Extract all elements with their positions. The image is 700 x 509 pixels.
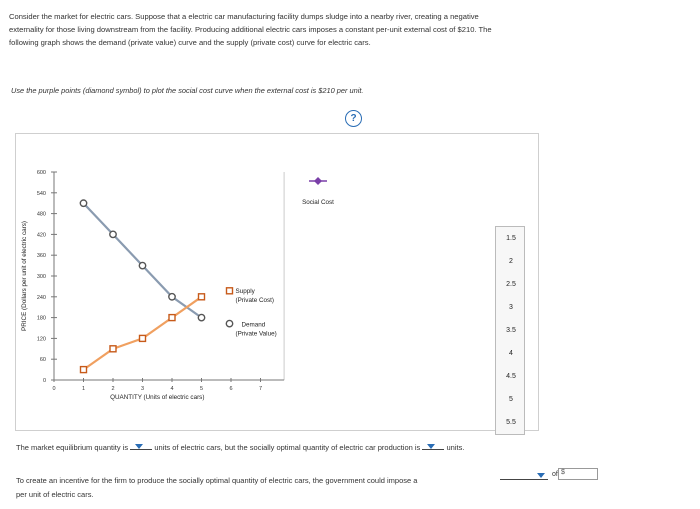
q1-suffix: units. xyxy=(446,443,465,452)
x-tick-label: 7 xyxy=(258,386,263,392)
x-tick-label: 2 xyxy=(111,386,115,392)
supply-point[interactable] xyxy=(81,367,87,373)
dropdown-option[interactable]: 4 xyxy=(509,350,513,357)
optimal-quantity-dropdown[interactable] xyxy=(422,442,444,450)
x-tick-label: 4 xyxy=(170,386,174,392)
q2-line-2: per unit of electric cars. xyxy=(16,490,94,499)
chevron-down-icon xyxy=(537,473,545,478)
q2-line-1: To create an incentive for the firm to produce the socially optimal quantity of electric cars, the government could impose a xyxy=(16,476,418,485)
supply-point[interactable] xyxy=(140,335,146,341)
question-2 xyxy=(16,474,506,502)
demand-point[interactable] xyxy=(110,231,116,237)
y-tick-label: 120 xyxy=(36,336,46,343)
social-cost-label: Social Cost xyxy=(302,199,334,206)
q1-middle: units of electric cars, but the socially optimal quantity of electric car production is xyxy=(154,443,421,452)
dropdown-option[interactable]: 5.5 xyxy=(506,419,516,426)
y-tick-label: 540 xyxy=(36,190,46,197)
y-tick-label: 360 xyxy=(36,253,46,260)
y-tick-label: 420 xyxy=(36,232,46,239)
supply-line xyxy=(84,297,202,370)
y-tick-label: 60 xyxy=(39,357,46,364)
y-tick-label: 300 xyxy=(36,274,46,280)
chevron-down-icon xyxy=(427,444,435,449)
supply-legend-sublabel: (Private Cost) xyxy=(235,296,274,304)
x-tick-label: 0 xyxy=(52,386,56,392)
social-cost-tool[interactable] xyxy=(302,177,334,206)
x-axis-label: QUANTITY (Units of electric cars) xyxy=(110,394,205,401)
demand-legend-marker xyxy=(226,320,232,326)
chart-svg[interactable] xyxy=(16,134,540,432)
supply-legend-label: Supply xyxy=(235,287,255,295)
intro-line-3: following graph shows the demand (private value) curve and the supply (private cost) curve for electric cars. xyxy=(9,37,371,47)
policy-type-dropdown[interactable] xyxy=(500,470,548,480)
demand-legend-label: Demand xyxy=(241,321,266,329)
x-tick-label: 6 xyxy=(229,386,233,392)
supply-legend-marker xyxy=(227,288,233,294)
y-axis-label: PRICE (Dollars per unit of electric cars) xyxy=(21,221,28,331)
intro-text xyxy=(9,11,609,49)
of-label: of xyxy=(552,471,558,478)
demand-legend-sublabel: (Private Value) xyxy=(235,330,277,338)
demand-point[interactable] xyxy=(139,262,145,268)
x-tick-label: 1 xyxy=(81,386,86,392)
dropdown-option[interactable]: 1.5 xyxy=(506,235,516,242)
demand-point[interactable] xyxy=(198,314,204,320)
y-tick-label: 600 xyxy=(36,170,46,176)
intro-line-2: externality for those living downstream from the facility. Producing additional electric cars imposes a constant per-unit external cost of $210. The xyxy=(9,24,492,34)
dropdown-option[interactable]: 3 xyxy=(509,304,513,311)
demand-point[interactable] xyxy=(80,200,86,206)
diamond-icon[interactable] xyxy=(314,177,322,185)
dropdown-option[interactable]: 3.5 xyxy=(506,327,516,334)
y-tick-label: 180 xyxy=(36,315,46,322)
intro-line-1: Consider the market for electric cars. Suppose that a electric car manufacturing facility dumps sludge into a nearby river, creating a negative xyxy=(9,12,479,21)
help-icon[interactable]: ? xyxy=(345,110,362,127)
x-tick-label: 3 xyxy=(140,386,145,392)
dropdown-options-panel[interactable] xyxy=(495,226,525,435)
chart-marks xyxy=(80,200,276,373)
q1-prefix: The market equilibrium quantity is xyxy=(16,443,129,452)
supply-point[interactable] xyxy=(169,315,175,321)
graph-panel xyxy=(15,133,539,431)
y-tick-label: 0 xyxy=(42,378,46,384)
dropdown-option[interactable]: 4.5 xyxy=(506,373,516,380)
question-1 xyxy=(16,442,464,452)
y-tick-label: 240 xyxy=(36,294,46,301)
amount-input[interactable]: $ xyxy=(558,468,598,480)
demand-point[interactable] xyxy=(169,294,175,300)
instruction-text: Use the purple points (diamond symbol) to plot the social cost curve when the external cost is $210 per unit. xyxy=(11,86,364,95)
chart-axes xyxy=(21,170,284,401)
dropdown-option[interactable]: 2 xyxy=(509,258,513,265)
supply-point[interactable] xyxy=(199,294,205,300)
chevron-down-icon xyxy=(135,444,143,449)
x-tick-label: 5 xyxy=(199,386,204,392)
demand-line xyxy=(84,203,202,317)
y-tick-label: 480 xyxy=(36,211,46,218)
supply-point[interactable] xyxy=(110,346,116,352)
dropdown-option[interactable]: 2.5 xyxy=(506,281,516,288)
equilibrium-quantity-dropdown[interactable] xyxy=(130,442,152,450)
dropdown-option[interactable]: 5 xyxy=(509,396,513,403)
